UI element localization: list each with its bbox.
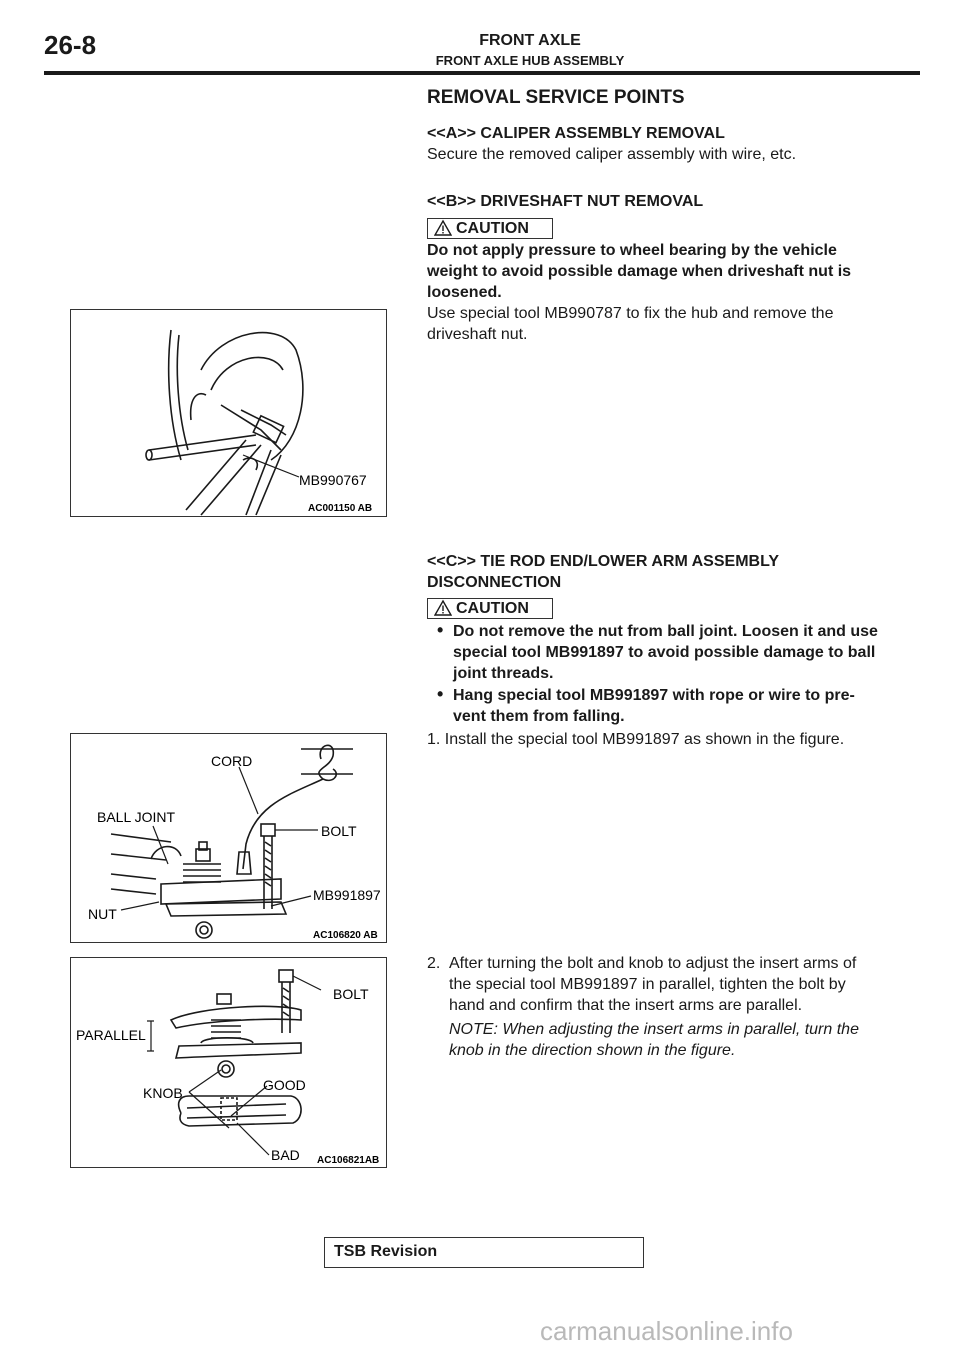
- step-1-text: 1. Install the special tool MB991897 as shown in the figure.: [427, 731, 845, 748]
- bolt-label: BOLT: [333, 986, 369, 1002]
- ball-joint-label: BALL JOINT: [97, 809, 176, 825]
- bullet-line: Hang special tool MB991897 with rope or wire to pre-: [453, 687, 855, 704]
- page-number: 26-8: [44, 30, 97, 60]
- chapter-title: FRONT AXLE: [479, 32, 581, 49]
- figure-ball-joint-tool: [70, 733, 387, 943]
- bullet-icon: •: [437, 684, 444, 704]
- figure3-code: AC106821AB: [317, 1155, 380, 1166]
- step-b-body: Use special tool MB990787 to fix the hub and remove the: [427, 305, 834, 322]
- step-b-body: driveshaft nut.: [427, 326, 528, 343]
- figure2-code: AC106820 AB: [313, 930, 378, 941]
- caution-label: CAUTION: [456, 600, 529, 617]
- tool-label: MB991897: [313, 887, 381, 903]
- tsb-revision-box: [324, 1237, 644, 1268]
- watermark: carmanualsonline.info: [540, 1316, 793, 1346]
- knob-label: KNOB: [143, 1085, 183, 1101]
- good-label: GOOD: [263, 1077, 306, 1093]
- warning-icon: [434, 599, 452, 617]
- bad-label: BAD: [271, 1147, 300, 1163]
- figure1-callout: MB990767: [299, 472, 367, 488]
- step-c-heading: <<C>> TIE ROD END/LOWER ARM ASSEMBLY: [427, 553, 780, 570]
- step-a-body: Secure the removed caliper assembly with wire, etc.: [427, 146, 797, 163]
- note-line: NOTE: When adjusting the insert arms in parallel, turn the: [449, 1021, 859, 1038]
- note-line: knob in the direction shown in the figure.: [449, 1042, 736, 1059]
- caution-line: weight to avoid possible damage when driveshaft nut is: [427, 263, 852, 280]
- step-2-line: the special tool MB991897 in parallel, tighten the bolt by: [449, 976, 846, 993]
- section-subtitle: FRONT AXLE HUB ASSEMBLY: [435, 53, 625, 68]
- caution-label: CAUTION: [456, 220, 529, 237]
- caution-line: Do not apply pressure to wheel bearing by the vehicle: [427, 242, 837, 259]
- step-c-heading: DISCONNECTION: [427, 574, 562, 591]
- parallel-label: PARALLEL: [76, 1027, 146, 1043]
- caution-box: [427, 218, 553, 239]
- bullet-line: special tool MB991897 to avoid possible damage to ball: [453, 644, 876, 661]
- warning-icon: [434, 219, 452, 237]
- figure-parallel-adjust: [70, 957, 387, 1168]
- parallel-adjust-illustration: [71, 958, 386, 1167]
- bullet-line: vent them from falling.: [453, 708, 625, 725]
- step-2-number: 2.: [427, 955, 441, 972]
- bullet-icon: •: [437, 620, 444, 640]
- figure1-code: AC001150 AB: [308, 503, 373, 514]
- header-rule: [44, 71, 920, 75]
- section-title: REMOVAL SERVICE POINTS: [427, 87, 685, 108]
- hub-wrench-illustration: [71, 310, 386, 516]
- figure-driveshaft-nut: [70, 309, 387, 517]
- step-2-line: After turning the bolt and knob to adjust the insert arms of: [449, 955, 857, 972]
- ball-joint-tool-illustration: [71, 734, 386, 942]
- cord-label: CORD: [211, 753, 253, 769]
- caution-box: [427, 598, 553, 619]
- bolt-label: BOLT: [321, 823, 357, 839]
- step-2-line: hand and confirm that the insert arms are parallel.: [449, 997, 803, 1014]
- step-b-heading: <<B>> DRIVESHAFT NUT REMOVAL: [427, 193, 704, 210]
- step-a-heading: <<A>> CALIPER ASSEMBLY REMOVAL: [427, 125, 725, 142]
- nut-label: NUT: [88, 906, 117, 922]
- tsb-revision-label: TSB Revision: [334, 1243, 438, 1260]
- caution-line: loosened.: [427, 284, 502, 301]
- bullet-line: Do not remove the nut from ball joint. Loosen it and use: [453, 623, 878, 640]
- bullet-line: joint threads.: [453, 665, 554, 682]
